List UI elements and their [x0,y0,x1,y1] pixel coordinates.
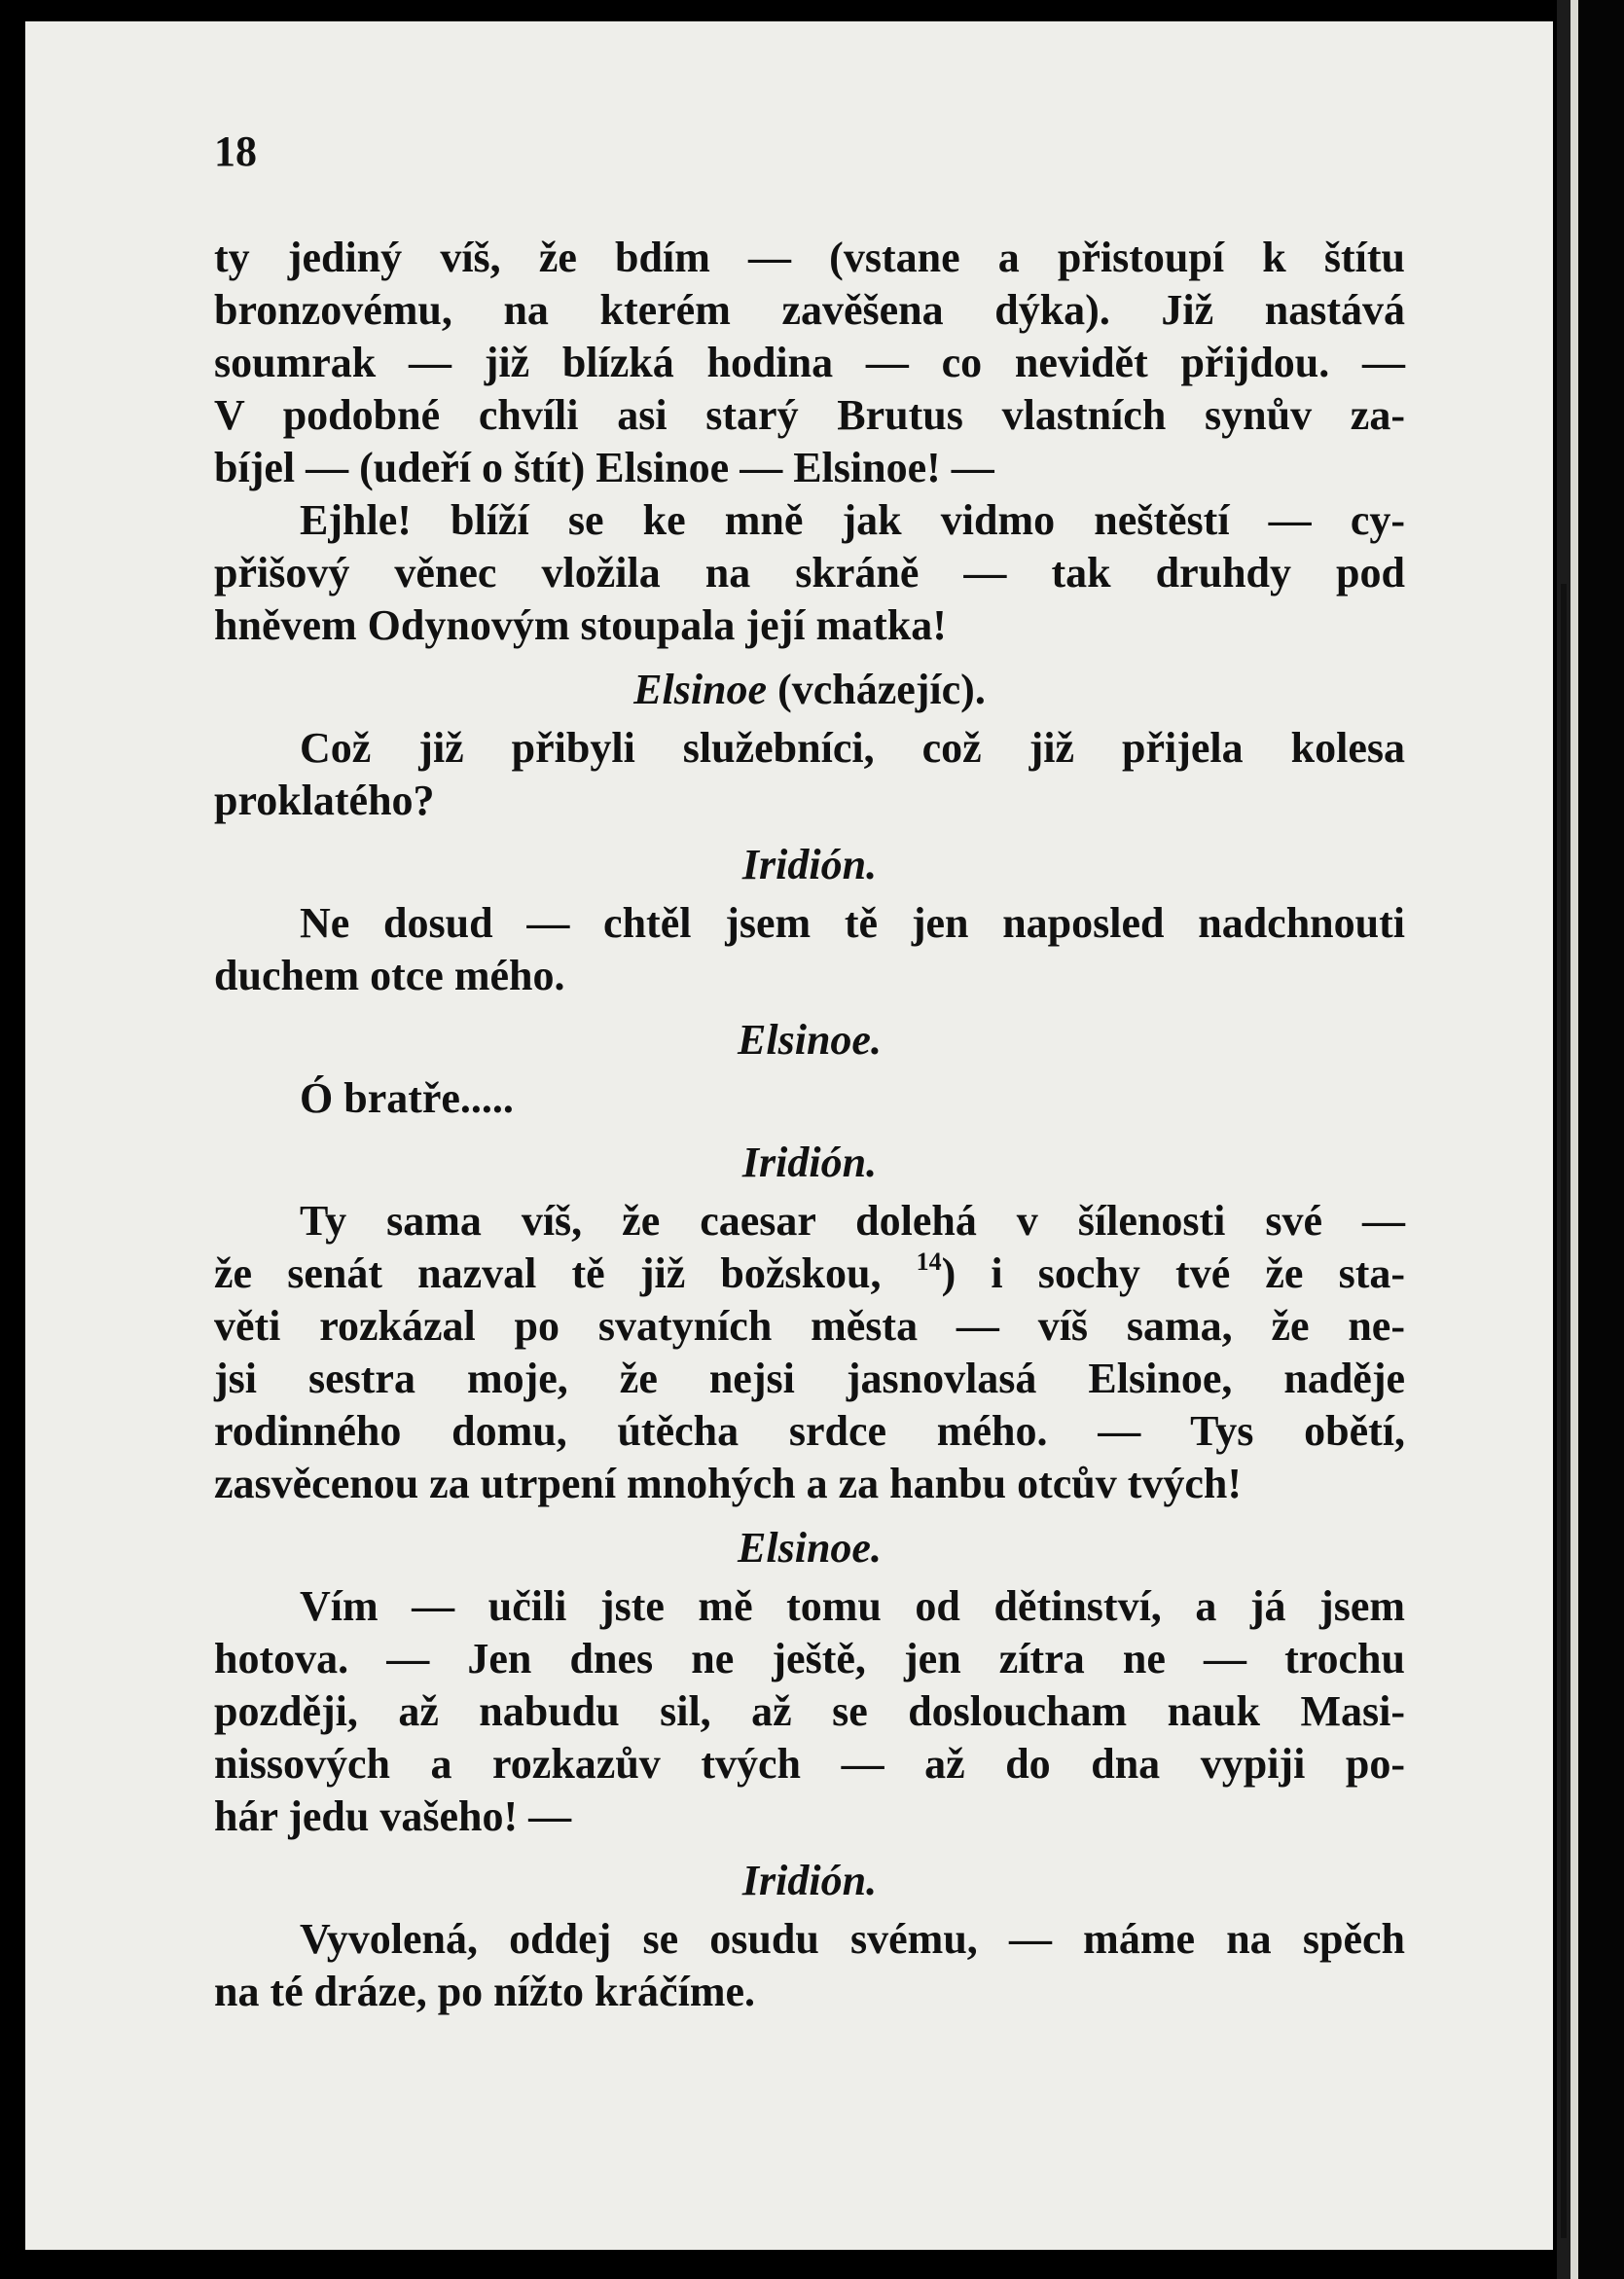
text-line: později, až nabudu sil, až se dosloucham nauk Masi- [214,1687,1405,1735]
text-line: proklatého? [214,777,435,824]
body-text [214,232,1405,2018]
text-line [214,1248,1405,1300]
text-line: duchem otce mého. [214,952,565,999]
text-line: jsi sestra moje, že nejsi jasnovlasá Elsinoe, naděje [214,1355,1405,1402]
speaker-heading: Iridión. [741,1857,878,1904]
text-line: přišový věnec vložila na skráně — tak druhdy pod [214,549,1405,597]
text-line: bíjel — (udeří o štít) Elsinoe — Elsinoe! — [214,444,994,491]
text-line: Ejhle! blíží se ke mně jak vidmo neštěstí — cy- [300,496,1405,544]
speaker-heading: Iridión. [741,1139,878,1186]
text-line: Ty sama víš, že caesar dolehá v šílenosti své — [300,1197,1405,1245]
speaker-name: Elsinoe [633,666,768,713]
text-line: Ne dosud — chtěl jsem tě jen naposled nadchnouti [300,899,1405,947]
text-line: soumrak — již blízká hodina — co nevidět přijdou. — [214,339,1405,386]
text-line: zasvěcenou za utrpení mnohých a za hanbu otcův tvých! [214,1460,1243,1507]
text-fragment: ) i sochy tvé že sta- [941,1249,1406,1297]
speaker-heading [214,664,1405,716]
footnote-marker: 14 [916,1248,942,1276]
page-number: 18 [214,127,257,175]
speaker-heading: Elsinoe. [738,1016,882,1064]
spine-line [1561,584,1567,2238]
text-line: Což již přibyli služebníci, což již přijela kolesa [300,724,1405,772]
text-line: hotova. — Jen dnes ne ještě, jen zítra ne — trochu [214,1635,1405,1682]
text-line: ty jediný víš, že bdím — (vstane a přistoupí k štítu [214,234,1405,281]
text-line: Vyvolená, oddej se osudu svému, — máme na spěch [300,1915,1405,1963]
page-edge-light [1570,0,1578,2279]
text-line: nissových a rozkazův tvých — až do dna vypiji po- [214,1740,1405,1788]
text-line: hněvem Odynovým stoupala její matka! [214,601,947,649]
text-line: Vím — učili jste mě tomu od dětinství, a já jsem [300,1582,1405,1630]
text-line: bronzovému, na kterém zavěšena dýka). Již nastává [214,286,1405,334]
text-line: hár jedu vašeho! — [214,1792,572,1840]
text-line: V podobné chvíli asi starý Brutus vlastních synův za- [214,391,1405,439]
text-fragment: že senát nazval tě již božskou, [214,1249,882,1297]
speaker-heading: Elsinoe. [738,1524,882,1572]
text-line: rodinného domu, útěcha srdce mého. — Tys obětí, [214,1407,1405,1455]
text-line: Ó bratře..... [300,1074,514,1122]
text-line: věti rozkázal po svatyních města — víš sama, že ne- [214,1302,1405,1350]
book-spine [1578,0,1624,2279]
speaker-heading: Iridión. [741,841,878,888]
text-line: na té dráze, po nížto kráčíme. [214,1968,755,2015]
stage-direction: (vcházejíc). [767,666,986,713]
